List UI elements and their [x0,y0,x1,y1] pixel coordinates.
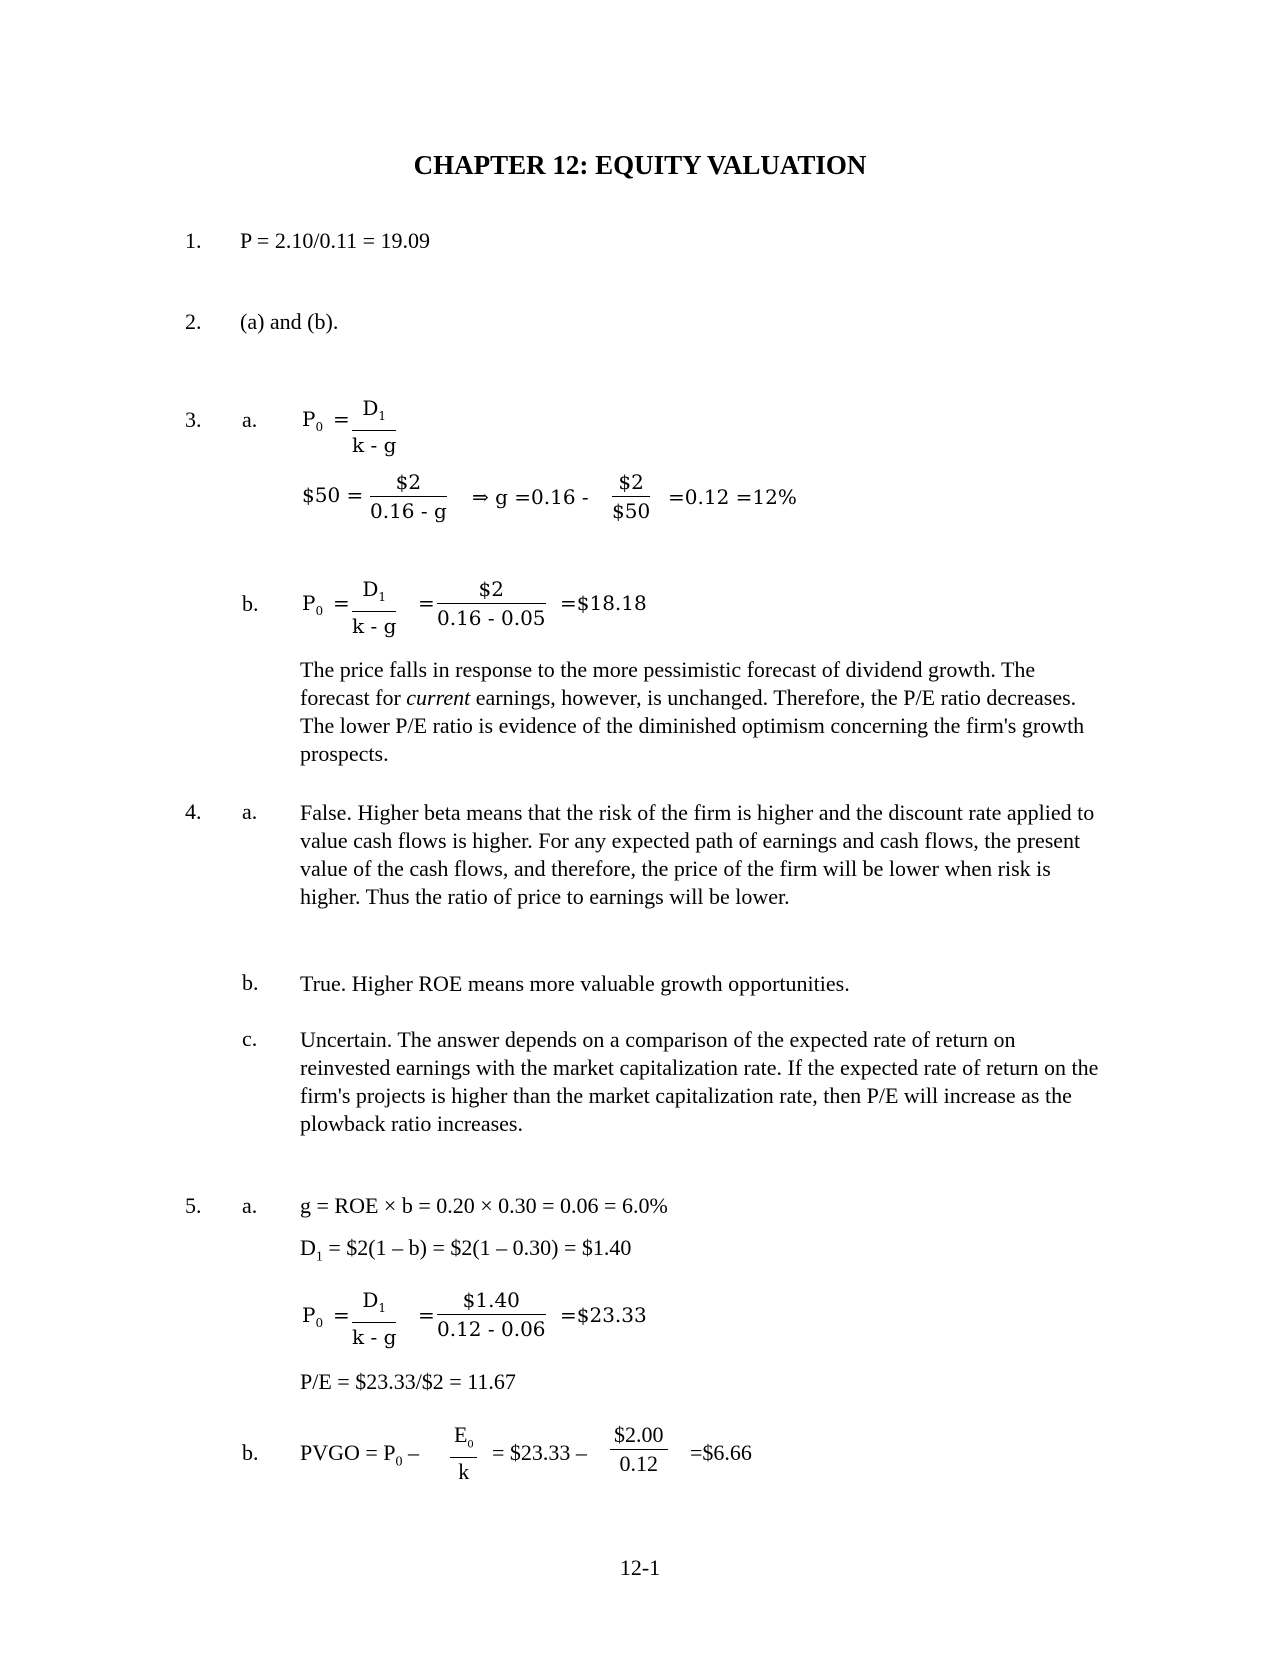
chapter-title: CHAPTER 12: EQUITY VALUATION [413,150,867,180]
q5b-middle: = $23.33 – [492,1440,587,1465]
q4b-label: b. [242,970,259,995]
q3b-explanation: The price falls in response to the more pessimistic forecast of dividend growth. The forecast for current earnings, however, is unchanged. Therefore, the P/E ratio decreases. The lower P/E ratio is evidence of the diminished optimism concerning the firm's growth prospects. [300,657,1085,766]
q2-text: (a) and (b). [240,309,339,334]
q3b-label: b. [242,591,259,616]
q3a-p0: $P_0$ [302,407,324,434]
q1-text: P = 2.10/0.11 = 19.09 [240,228,431,253]
q5a-equals: = [333,1303,350,1327]
q5b-pvgo-lhs: PVGO = $P_0$ – [300,1440,420,1470]
q3b-fraction-d1-over-k-g: $\frac{D_1}{k - g}$ [352,577,397,638]
q3b-result: =$18.18 [560,591,647,615]
page-number: 12-1 [619,1555,661,1580]
q3a-equals: = [333,407,350,431]
q5b-result: =$6.66 [690,1440,752,1465]
q4c-label: c. [242,1026,258,1051]
q3a-label: a. [242,407,258,432]
q5a-result: =$23.33 [560,1303,647,1327]
q3a-result: =0.12 =12% [668,485,797,509]
q3a-fraction-d1-over-k-g: $\frac{D_1}{k - g}$ [352,396,397,457]
q5a-equals-2: = [418,1303,435,1327]
q4a-label: a. [242,799,258,824]
q4a-text: False. Higher beta means that the risk of the firm is higher and the discount rate applied to value cash flows is higher. For any expected path of earnings and cash flows, the present value of the cash flows, and therefore, the price of the firm will be lower when risk is higher. Thus the ratio of price to earnings will be lower. [300,800,1095,909]
q4b-text: True. Higher ROE means more valuable growth opportunities. [300,971,850,996]
q5a-p0: $P_0$ [302,1303,324,1330]
q3b-p0: $P_0$ [302,591,324,618]
q5b-label: b. [242,1440,259,1465]
q1-number: 1. [185,228,202,253]
q3a-fraction-2-over-50: $\frac{\$2}{\$50}$ [612,470,651,523]
q3b-fraction-2-over-016-005: $\frac{\$2}{0.16 - 0.05}$ [437,577,546,630]
q5a-fraction-140-over-012-006: $\frac{\$1.40}{0.12 - 0.06}$ [437,1288,546,1341]
q3-number: 3. [185,407,202,432]
q5a-pe-line: P/E = $23.33/$2 = 11.67 [300,1369,516,1394]
q3b-equals: = [333,591,350,615]
q5b-fraction-e0-over-k: $\frac{E_0}{k}$ [450,1423,477,1484]
q5a-fraction-d1-over-k-g: $\frac{D_1}{k - g}$ [352,1288,397,1349]
q4-number: 4. [185,799,202,824]
q4c-text: Uncertain. The answer depends on a comparison of the expected rate of return on reinvested earnings with the market capitalization rate. If the expected rate of return on the firm's projects is higher than the market capitalization rate, then P/E will increase as the plowback ratio increases. [300,1027,1099,1136]
q3a-line2-lhs: $50 = [302,483,364,507]
q5a-dividend-line: $D_1$ = $2(1 – b) = $2(1 – 0.30) = $1.40 [300,1235,632,1265]
q3a-fraction-2-over-016-g: $\frac{\$2}{0.16 - g}$ [370,470,447,523]
q3b-equals-2: = [418,591,435,615]
q5b-fraction-200-over-012: $\frac{\$2.00}{0.12}$ [610,1423,668,1476]
q5a-growth-line: g = ROE × b = 0.20 × 0.30 = 0.06 = 6.0% [300,1193,668,1218]
q5-number: 5. [185,1193,202,1218]
q5a-label: a. [242,1193,258,1218]
q3a-implies: ⇒ g =0.16 - [472,485,589,509]
q2-number: 2. [185,309,202,334]
